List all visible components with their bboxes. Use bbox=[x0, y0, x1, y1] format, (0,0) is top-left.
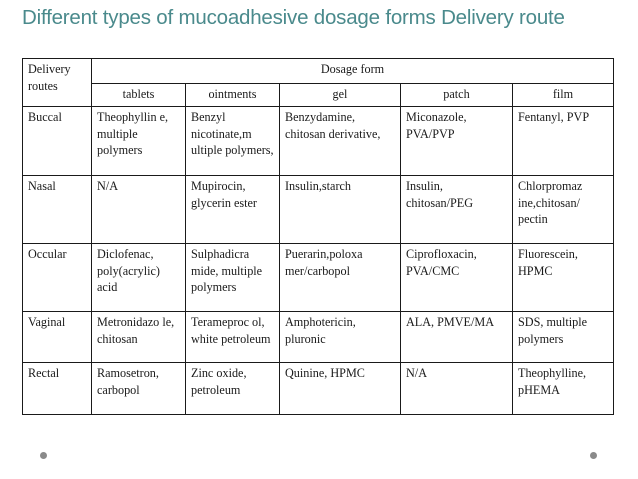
table-cell: Sulphadicra mide, multiple polymers bbox=[186, 244, 280, 312]
table-row bbox=[23, 244, 614, 312]
route-cell: Occular bbox=[23, 244, 92, 312]
table-cell: SDS, multiple polymers bbox=[513, 312, 614, 363]
table-cell: Insulin, chitosan/PEG bbox=[401, 176, 513, 244]
dosage-forms-table bbox=[22, 58, 614, 415]
table-cell: Zinc oxide, petroleum bbox=[186, 363, 280, 415]
table-cell: Terameproc ol, white petroleum bbox=[186, 312, 280, 363]
slide-title: Different types of mucoadhesive dosage forms Delivery route bbox=[22, 6, 565, 29]
table-cell: Puerarin,poloxa mer/carbopol bbox=[280, 244, 401, 312]
table-row bbox=[23, 363, 614, 415]
table-cell: Insulin,starch bbox=[280, 176, 401, 244]
table-cell: Metronidazo le, chitosan bbox=[92, 312, 186, 363]
route-cell: Nasal bbox=[23, 176, 92, 244]
table-cell: Mupirocin, glycerin ester bbox=[186, 176, 280, 244]
table-cell: ALA, PMVE/MA bbox=[401, 312, 513, 363]
column-header-film: film bbox=[513, 84, 614, 107]
table-cell: Benzyl nicotinate,m ultiple polymers, bbox=[186, 107, 280, 176]
header-delivery-routes: Delivery routes bbox=[23, 59, 92, 107]
table-cell: Theophyllin e, multiple polymers bbox=[92, 107, 186, 176]
route-cell: Rectal bbox=[23, 363, 92, 415]
header-dosage-form: Dosage form bbox=[92, 59, 614, 84]
table-cell: Diclofenac, poly(acrylic) acid bbox=[92, 244, 186, 312]
table-row bbox=[23, 312, 614, 363]
route-cell: Vaginal bbox=[23, 312, 92, 363]
table-cell: N/A bbox=[401, 363, 513, 415]
table-cell: Amphotericin, pluronic bbox=[280, 312, 401, 363]
table-cell: Miconazole, PVA/PVP bbox=[401, 107, 513, 176]
column-header-tablets: tablets bbox=[92, 84, 186, 107]
table-cell: Benzydamine, chitosan derivative, bbox=[280, 107, 401, 176]
table-cell: Chlorpromaz ine,chitosan/ pectin bbox=[513, 176, 614, 244]
table-cell: Theophylline, pHEMA bbox=[513, 363, 614, 415]
right-decorative-dot bbox=[590, 452, 597, 459]
route-cell: Buccal bbox=[23, 107, 92, 176]
table-cell: Fluorescein, HPMC bbox=[513, 244, 614, 312]
column-header-ointments: ointments bbox=[186, 84, 280, 107]
table-cell: Quinine, HPMC bbox=[280, 363, 401, 415]
table-cell: Fentanyl, PVP bbox=[513, 107, 614, 176]
table-row bbox=[23, 107, 614, 176]
table-row bbox=[23, 176, 614, 244]
table-cell: Ciprofloxacin, PVA/CMC bbox=[401, 244, 513, 312]
column-header-patch: patch bbox=[401, 84, 513, 107]
table-cell: Ramosetron, carbopol bbox=[92, 363, 186, 415]
column-header-gel: gel bbox=[280, 84, 401, 107]
left-decorative-dot bbox=[40, 452, 47, 459]
table-cell: N/A bbox=[92, 176, 186, 244]
